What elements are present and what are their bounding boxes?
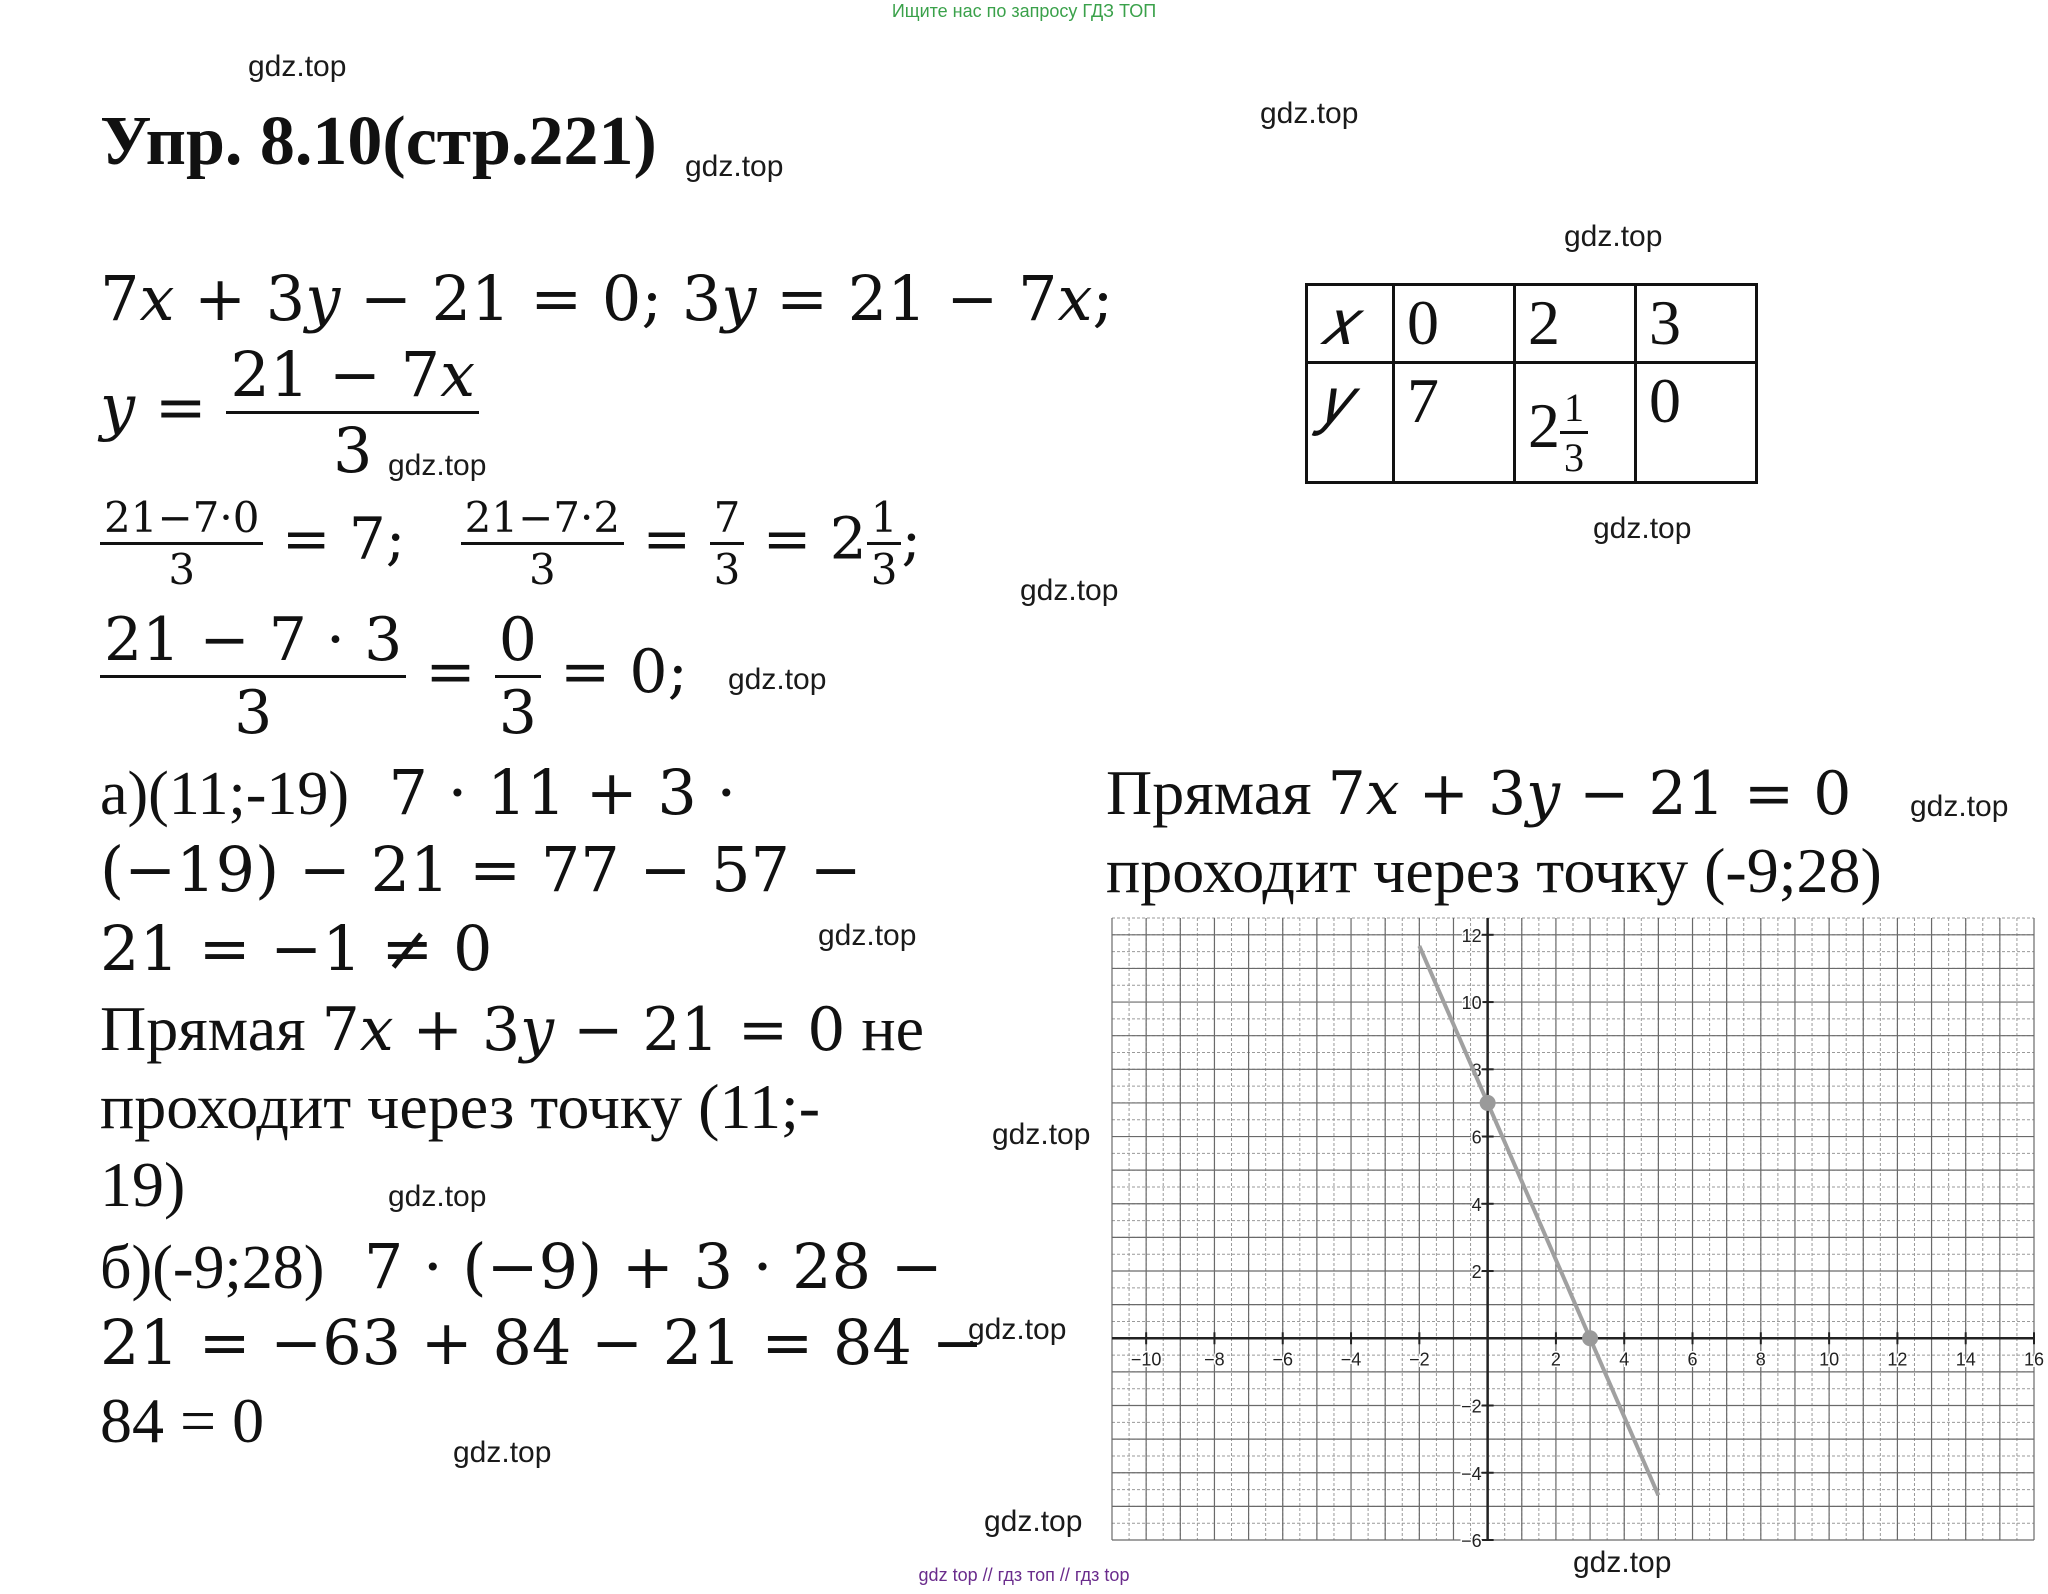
mixed-fraction xyxy=(1560,384,1588,481)
watermark: gdz.top xyxy=(984,1505,1083,1538)
x-tick-label: 16 xyxy=(2023,1349,2045,1370)
part-a-conclusion-2: проходит через точку (11;- xyxy=(100,1071,821,1142)
y-tick-label: −2 xyxy=(1461,1396,1482,1417)
fraction-numerator: 7 xyxy=(710,493,745,545)
y-tick-label: 4 xyxy=(1471,1194,1482,1215)
footer-banner: gdz top // гдз топ // гдз top xyxy=(918,1565,1130,1585)
data-point xyxy=(1480,1095,1496,1111)
y-tick-label: 8 xyxy=(1471,1060,1482,1081)
watermark: gdz.top xyxy=(1260,97,1359,130)
watermark: gdz.top xyxy=(685,150,784,183)
calc1-result: = 7; xyxy=(281,504,406,573)
part-a-line1 xyxy=(100,756,736,830)
y-tick-label: 12 xyxy=(1461,925,1482,946)
fraction-denominator: 3 xyxy=(713,545,741,594)
equals-sign: = xyxy=(425,637,476,708)
table-cell: 3 xyxy=(1636,285,1757,363)
graph-container xyxy=(1106,912,2045,1551)
x-tick-label: 6 xyxy=(1687,1349,1698,1370)
watermark: gdz.top xyxy=(728,663,827,696)
watermark: gdz.top xyxy=(1564,220,1663,253)
equals-two: = 2 xyxy=(762,504,867,573)
fraction-denominator: 3 xyxy=(529,545,556,594)
part-b-calc: 7 · (−9) + 3 · 28 − xyxy=(363,1230,943,1303)
table-cell: 0 xyxy=(1636,363,1757,483)
table-cell: 0 xyxy=(1394,285,1515,363)
part-a-conclusion-1 xyxy=(100,992,924,1066)
calc2-mixed-fraction xyxy=(867,493,902,594)
watermark: gdz.top xyxy=(992,1118,1091,1151)
x-tick-label: 8 xyxy=(1755,1349,1766,1370)
x-tick-label: 14 xyxy=(1955,1349,1976,1370)
mixed-whole: 2 xyxy=(1528,390,1560,462)
y-tick-label: −6 xyxy=(1461,1531,1482,1551)
x-tick-label: 12 xyxy=(1887,1349,1908,1370)
table-row xyxy=(1307,285,1757,363)
watermark: gdz.top xyxy=(968,1313,1067,1346)
part-a-conclusion-3: 19) xyxy=(100,1149,186,1220)
calc3-fraction xyxy=(100,605,406,748)
table-cell: 𝑥 xyxy=(1307,285,1394,363)
fraction-denominator: 3 xyxy=(333,414,373,487)
fraction-numerator: 1 xyxy=(867,493,902,545)
watermark: gdz.top xyxy=(1593,512,1692,545)
fraction-denominator: 3 xyxy=(498,678,537,748)
table-cell xyxy=(1515,363,1636,483)
top-banner: Ищите нас по запросу ГДЗ ТОП xyxy=(891,1,1157,21)
y-lhs: 𝑦 = xyxy=(100,370,207,444)
data-point xyxy=(1582,1330,1598,1346)
y-tick-label: 10 xyxy=(1461,993,1482,1014)
conclusion-equation: 7𝑥 + 3𝑦 − 21 = 0 xyxy=(1327,759,1852,829)
calc3-fraction-b xyxy=(495,605,541,748)
table-cell: 7 xyxy=(1394,363,1515,483)
fraction-denominator: 3 xyxy=(1564,435,1584,480)
x-tick-label: −4 xyxy=(1340,1349,1362,1370)
y-expression xyxy=(100,338,479,487)
calc2-fraction-b xyxy=(710,493,745,594)
calc3-result: = 0; xyxy=(560,637,688,708)
calc2-fraction xyxy=(461,493,624,594)
fraction-numerator: 21 − 7 · 3 xyxy=(100,605,406,678)
fraction-numerator: 1 xyxy=(1560,384,1588,434)
calc3-line xyxy=(100,605,688,748)
table-row xyxy=(1307,363,1757,483)
watermark: gdz.top xyxy=(1573,1546,1672,1579)
conclusion-equation: 7𝑥 + 3𝑦 − 21 = 0 xyxy=(321,995,846,1065)
watermark: gdz.top xyxy=(453,1436,552,1469)
x-tick-label: 10 xyxy=(1819,1349,1840,1370)
y-tick-label: 6 xyxy=(1471,1127,1482,1148)
x-tick-label: 4 xyxy=(1619,1349,1630,1370)
fraction-numerator: 21−7·0 xyxy=(100,493,263,545)
conclusion-word: Прямая xyxy=(1106,757,1312,828)
table-cell: 2 xyxy=(1515,285,1636,363)
watermark: gdz.top xyxy=(1020,574,1119,607)
page-title: Упр. 8.10(стр.221) xyxy=(100,103,657,180)
part-b-line2: 21 = −63 + 84 − 21 = 84 − xyxy=(100,1306,984,1379)
conclusion-word: Прямая xyxy=(100,993,306,1064)
x-tick-label: −8 xyxy=(1204,1349,1225,1370)
part-b-conclusion-2: проходит через точку (-9;28) xyxy=(1106,835,1882,906)
part-b-line1 xyxy=(100,1230,943,1304)
calc-line xyxy=(100,493,921,594)
watermark: gdz.top xyxy=(1910,790,2009,823)
part-b-conclusion-1 xyxy=(1106,756,1851,830)
part-b-line3: 84 = 0 xyxy=(100,1385,265,1456)
watermark: gdz.top xyxy=(248,50,347,83)
y-tick-label: −4 xyxy=(1461,1463,1482,1484)
watermark: gdz.top xyxy=(818,919,917,952)
y-fraction xyxy=(226,338,479,487)
x-tick-label: 2 xyxy=(1550,1349,1561,1370)
part-b-label: б)(-9;28) xyxy=(100,1234,325,1302)
fraction-denominator: 3 xyxy=(168,545,196,594)
fraction-numerator: 0 xyxy=(495,605,541,678)
x-tick-label: −10 xyxy=(1130,1349,1162,1370)
calc1-fraction xyxy=(100,493,263,594)
conclusion-word: не xyxy=(861,993,925,1064)
part-a-line3: 21 = −1 ≠ 0 xyxy=(100,912,493,985)
x-tick-label: −6 xyxy=(1272,1349,1294,1370)
part-a-label: а)(11;-19) xyxy=(100,760,350,828)
y-tick-label: 2 xyxy=(1471,1262,1482,1283)
fraction-numerator: 21−7·2 xyxy=(461,493,624,545)
fraction-denominator: 3 xyxy=(234,678,273,748)
fraction-numerator: 21 − 7𝑥 xyxy=(226,338,479,414)
x-tick-label: −2 xyxy=(1409,1349,1430,1370)
equation-line: 7𝑥 + 3𝑦 − 21 = 0; 3𝑦 = 21 − 7𝑥; xyxy=(100,262,1114,335)
line-graph xyxy=(1106,912,2045,1551)
part-a-line2: (−19) − 21 = 77 − 57 − xyxy=(100,833,862,906)
semicolon: ; xyxy=(901,504,921,573)
equals-sign: = xyxy=(642,504,692,573)
watermark: gdz.top xyxy=(388,449,487,482)
fraction-denominator: 3 xyxy=(870,545,898,594)
part-a-calc: 7 · 11 + 3 · xyxy=(388,756,737,829)
watermark: gdz.top xyxy=(388,1180,487,1213)
value-table xyxy=(1305,283,1758,484)
table-cell: 𝑦 xyxy=(1307,363,1394,483)
